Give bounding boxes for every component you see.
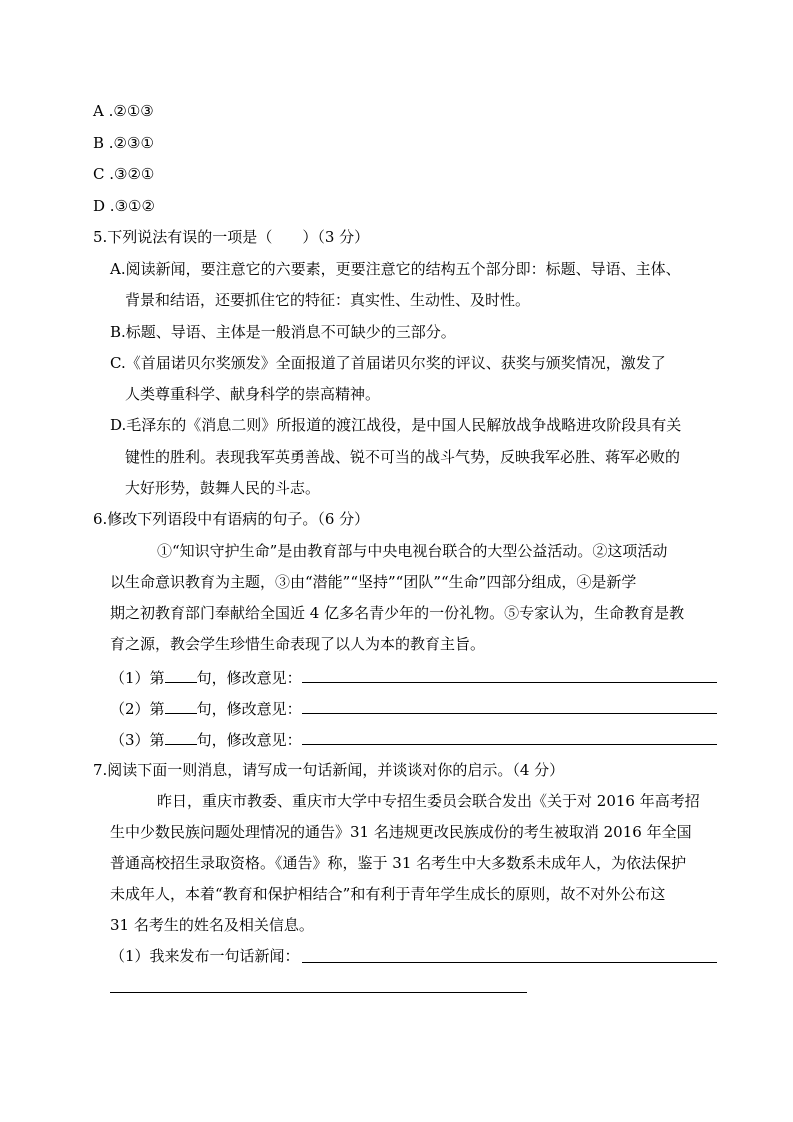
q6-passage-line-4: 育之源，教会学生珍惜生命表现了以人为本的教育主旨。 (110, 635, 486, 653)
option-b: B .②③① (93, 134, 154, 152)
q7-passage-line-1: 昨日，重庆市教委、重庆市大学中专招生委员会联合发出《关于对 2016 年高考招 (157, 792, 700, 810)
q6-answer-3-post: 句，修改意见： (196, 731, 302, 749)
option-d: D .③①② (93, 197, 155, 215)
q6-answer-2-post: 句，修改意见： (196, 700, 302, 718)
q6-answer-1-num: （1） (110, 669, 150, 687)
q6-answer-3 (110, 728, 302, 750)
q6-answer-2-pre: 第 (149, 700, 165, 718)
q6-answer-2-sentence-blank[interactable] (165, 697, 197, 714)
q5-choice-d-cont2: 大好形势，鼓舞人民的斗志。 (125, 479, 321, 497)
q6-answer-1 (110, 666, 302, 688)
q7-answer-label: （1）我来发布一句话新闻： (110, 947, 300, 965)
q6-answer-1-post: 句，修改意见： (196, 669, 302, 687)
q6-answer-3-pre: 第 (149, 731, 165, 749)
q6-answer-2-num: （2） (110, 700, 150, 718)
q7-passage-line-2: 生中少数民族问题处理情况的通告》31 名违规更改民族成份的考生被取消 2016 年全国 (110, 823, 692, 841)
q7-passage-line-5: 31 名考生的姓名及相关信息。 (110, 916, 314, 934)
q6-answer-3-sentence-blank[interactable] (165, 728, 197, 745)
q6-passage-line-2: 以生命意识教育为主题，③由“潜能”“坚持”“团队”“生命”四部分组成，④是新学 (110, 573, 637, 591)
q6-answer-2 (110, 697, 302, 719)
q5-choice-c-cont: 人类尊重科学、献身科学的崇高精神。 (125, 385, 381, 403)
q5-choice-c: C.《首届诺贝尔奖颁发》全面报道了首届诺贝尔奖的评议、获奖与颁奖情况，激发了 (110, 354, 666, 372)
q7-answer-line-2[interactable] (110, 992, 527, 993)
question-5-stem: 5.下列说法有误的一项是（ ）（3 分） (93, 228, 370, 246)
q5-choice-a-cont: 背景和结语，还要抓住它的特征：真实性、生动性、及时性。 (125, 291, 531, 309)
q6-answer-1-line[interactable] (302, 682, 717, 683)
q6-answer-2-line[interactable] (302, 713, 717, 714)
q7-passage-line-3: 普通高校招生录取资格。《通告》称，鉴于 31 名考生中大多数系未成年人，为依法保护 (110, 854, 687, 872)
q5-choice-b: B.标题、导语、主体是一般消息不可缺少的三部分。 (110, 323, 456, 341)
q6-answer-1-sentence-blank[interactable] (165, 666, 197, 683)
q5-choice-a: A.阅读新闻，要注意它的六要素，更要注意它的结构五个部分即：标题、导语、主体、 (110, 260, 681, 278)
q6-passage-line-1: ①“知识守护生命”是由教育部与中央电视台联合的大型公益活动。②这项活动 (157, 542, 668, 560)
q5-choice-d: D.毛泽东的《消息二则》所报道的渡江战役，是中国人民解放战争战略进攻阶段具有关 (110, 416, 682, 434)
q6-passage-line-3: 期之初教育部门奉献给全国近 4 亿多名青少年的一份礼物。⑤专家认为，生命教育是教 (110, 604, 685, 622)
option-c: C .③②① (93, 165, 155, 183)
question-6-stem: 6.修改下列语段中有语病的句子。（6 分） (93, 510, 370, 528)
option-a: A .②①③ (93, 102, 154, 120)
question-7-stem: 7.阅读下面一则消息，请写成一句话新闻，并谈谈对你的启示。（4 分） (93, 761, 565, 779)
q6-answer-1-pre: 第 (149, 669, 165, 687)
q6-answer-3-line[interactable] (302, 744, 717, 745)
q5-choice-d-cont1: 键性的胜利。表现我军英勇善战、锐不可当的战斗气势，反映我军必胜、蒋军必败的 (125, 448, 681, 466)
q7-passage-line-4: 未成年人，本着“教育和保护相结合”和有利于青年学生成长的原则，故不对外公布这 (110, 885, 666, 903)
q7-answer-line-1[interactable] (302, 962, 717, 963)
q6-answer-3-num: （3） (110, 731, 150, 749)
